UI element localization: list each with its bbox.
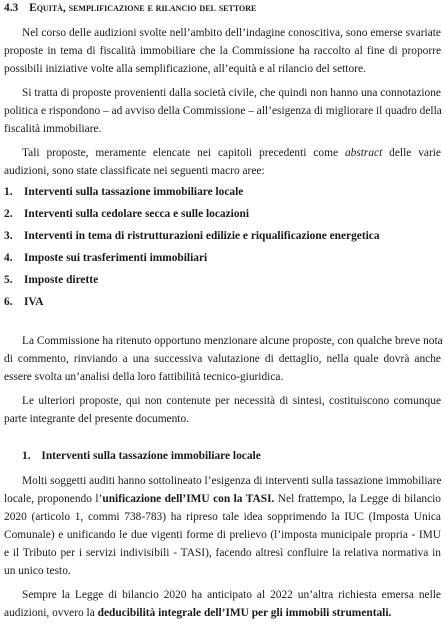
list-number: 1. bbox=[4, 186, 13, 198]
text-line: possibili iniziative volte alla semplificazione, all’equità e al rilancio del settore. bbox=[4, 63, 366, 75]
text-segment: Tali proposte, meramente elencate nei capitoli precedenti come bbox=[22, 147, 345, 159]
text-segment: locale, proponendo l’ bbox=[4, 493, 103, 505]
text-line: Nel corso delle audizioni svolte nell’ambito dell’indagine conoscitiva, sono emerse svariate bbox=[22, 27, 441, 39]
list-number: 4. bbox=[4, 252, 13, 264]
emphasis-text: unificazione dell’IMU con la TASI. bbox=[102, 493, 275, 505]
text-segment: delle varie bbox=[382, 147, 441, 159]
text-line bbox=[4, 607, 445, 620]
section-title: Equità, semplificazione e rilancio del settore bbox=[29, 2, 257, 14]
list-label: Interventi in tema di ristrutturazioni edilizie e riqualificazione energetica bbox=[24, 230, 380, 242]
text-line: 2020 (articolo 1, commi 738-783) ha ripreso tale idea sopprimendo la IUC (Imposta Unica bbox=[4, 511, 441, 523]
list-label: Interventi sulla tassazione immobiliare locale bbox=[24, 186, 244, 198]
list-item bbox=[4, 230, 445, 243]
text-line: Comunale) e unificando le due vigenti forme di prelievo (l’imposta municipale propria - IMU bbox=[4, 529, 441, 541]
subsection-number: 1. bbox=[22, 450, 31, 462]
list-label: Imposte sui trasferimenti immobiliari bbox=[24, 252, 208, 264]
subsection-heading bbox=[22, 450, 445, 463]
text-line bbox=[22, 147, 441, 160]
abstract-term: abstract bbox=[344, 147, 383, 159]
subsection-title: Interventi sulla tassazione immobiliare locale bbox=[41, 450, 261, 462]
section-number: 4.3 bbox=[4, 2, 19, 14]
list-label: IVA bbox=[24, 296, 44, 308]
text-segment: Nel frattempo, la Legge di bilancio bbox=[274, 493, 441, 505]
text-line bbox=[4, 493, 441, 506]
list-label: Imposte dirette bbox=[24, 274, 99, 286]
text-line: di commento, rinviando a una successiva valutazione di dettaglio, nella quale dovrà anche bbox=[4, 353, 441, 365]
text-segment: audizioni, ovvero la bbox=[4, 607, 98, 619]
text-line: audizioni, sono state classificate nei seguenti macro aree: bbox=[4, 165, 265, 177]
text-line: proposte in tema di fiscalità immobiliare che la Commissione ha raccolto al fine di proporre bbox=[4, 45, 441, 57]
text-line: fiscalità immobiliare. bbox=[4, 123, 102, 135]
text-line: Le ulteriori proposte, qui non contenute per necessità di sintesi, costituiscono comunque bbox=[22, 395, 441, 407]
text-line: e il Tributo per i servizi indivisibili - TASI), facendo altresì confluire la relativa normativa in bbox=[4, 547, 441, 559]
list-number: 5. bbox=[4, 274, 13, 286]
text-line: La Commissione ha ritenuto opportuno menzionare alcune proposte, con qualche breve nota bbox=[22, 335, 443, 347]
emphasis-text: deducibilità integrale dell’IMU per gli immobili strumentali. bbox=[97, 607, 392, 619]
text-line: un unico testo. bbox=[4, 565, 71, 577]
list-item bbox=[4, 208, 445, 221]
text-line: essere svolta un’analisi della loro fattibilità tecnico-giuridica. bbox=[4, 371, 284, 383]
list-label: Interventi sulla cedolare secca e sulle locazioni bbox=[24, 208, 250, 220]
list-item bbox=[4, 296, 445, 309]
list-number: 3. bbox=[4, 230, 13, 242]
list-number: 6. bbox=[4, 296, 13, 308]
list-item bbox=[4, 274, 445, 287]
list-item bbox=[4, 252, 445, 265]
text-line: Si tratta di proposte provenienti dalla società civile, che quindi non hanno una connotazione bbox=[22, 87, 441, 99]
text-line: politica e rispondono – ad avviso della Commissione – all’esigenza di migliorare il quadro della bbox=[4, 105, 442, 117]
list-item bbox=[4, 186, 445, 199]
text-line: Sempre la Legge di bilancio 2020 ha anticipato al 2022 un’altra richiesta emersa nelle bbox=[22, 589, 441, 601]
list-number: 2. bbox=[4, 208, 13, 220]
section-heading bbox=[4, 2, 445, 15]
text-line: Molti soggetti auditi hanno sottolineato l’esigenza di interventi sulla tassazione immobiliare bbox=[22, 475, 442, 487]
text-line: parte integrante del presente documento. bbox=[4, 413, 190, 425]
